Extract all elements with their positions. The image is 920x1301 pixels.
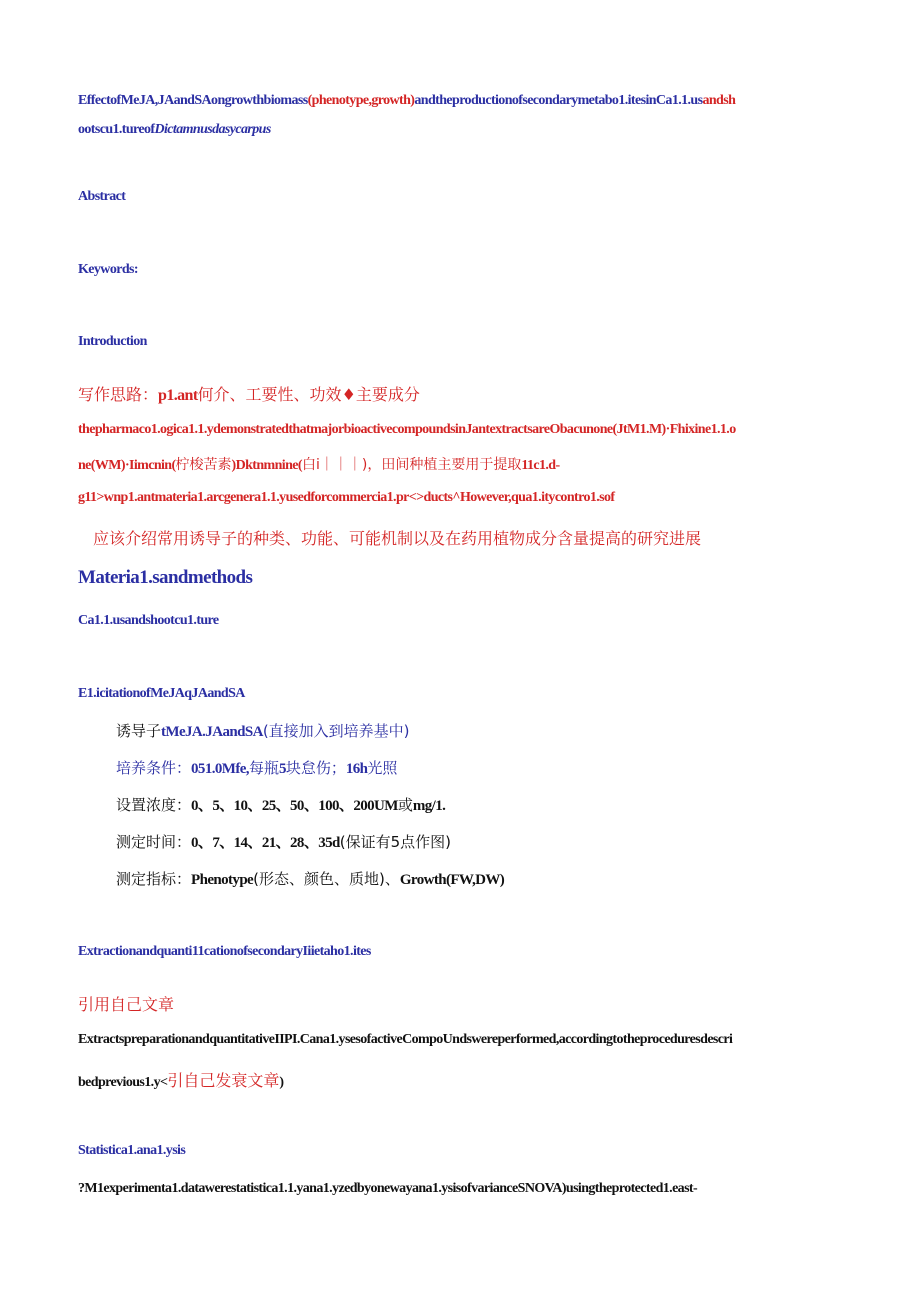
- heading-introduction: Introduction: [78, 334, 147, 349]
- extraction-text-line-2: bedprevious1.y<引自己发衰文章): [78, 1071, 284, 1090]
- heading-elicitation: E1.icitationofMeJAqJAandSA: [78, 686, 245, 701]
- intro-idea-topics: 何介、工要性、功效: [197, 385, 342, 404]
- heading-callus-culture: Ca1.1.usandshootcu1.ture: [78, 613, 219, 628]
- heading-extraction: Extractionandquanti11cationofsecondaryIiietaho1.ites: [78, 944, 371, 959]
- measurement-item: 测定指标：Phenotype(形态、颜色、质地)、Growth(FW,DW): [116, 870, 505, 888]
- intro-text-line-1: thepharmaco1.ogica1.1.ydemonstratedthatmajorbioactivecompoundsinJantextractsareObacunone(JtM1.M)·Fhixine1.1.o: [78, 422, 736, 437]
- heading-statistical-analysis: Statistica1.ana1.ysis: [78, 1143, 186, 1158]
- heading-keywords: Keywords:: [78, 262, 138, 277]
- statistics-text-line-1: ?M1experimenta1.datawerestatistica1.1.yana1.yzedbyonewayana1.ysisofvarianceSNOVA)usingtheprotected1.east-: [78, 1181, 698, 1196]
- cite-own-note: 引用自己文章: [78, 995, 175, 1014]
- title-part-4: andtheproductionofsecondarymetabo1.itesinCa1.1.us: [414, 93, 703, 108]
- sampling-time-item: 测定时间：0、7、14、21、28、35d(保证有5点作图): [116, 833, 452, 851]
- heading-materials-methods: Materia1.sandmethods: [78, 567, 253, 588]
- culture-condition-item: 培养条件：051.0Mfe,每瓶5块怠伤；16h光照: [116, 759, 398, 777]
- intro-text-line-3: g11>wnp1.antmateria1.arcgenera1.1.yusedforcommercia1.pr<>ducts^However,qua1.itycontro1.sof: [78, 490, 615, 505]
- intro-text-line-2: ne(WM)·Iimcnin(柠梭苦素)Dktnmnine(白i｜｜｜)，田间种植主要用于提取11c1.d-: [78, 457, 560, 473]
- title-part-2: JAandSAongrowthbiomass: [157, 93, 308, 108]
- intro-idea-label: 写作思路：: [78, 385, 159, 404]
- document-title: [78, 93, 735, 109]
- heading-abstract: Abstract: [78, 189, 126, 204]
- document-title-cont: [78, 122, 271, 138]
- intro-elicitor-note: 应该介绍常用诱导子的种类、功能、可能机制以及在药用植物成分含量提高的研究进展: [93, 529, 702, 548]
- title-part-5: andsh: [702, 93, 736, 108]
- intro-idea-components: 主要成分: [355, 385, 420, 404]
- intro-idea-bullet: ♦: [341, 385, 356, 404]
- title-part-1: EffectofMeJA: [78, 93, 155, 108]
- title-part-6: ootscu1.tureof: [78, 122, 155, 137]
- concentration-item: 设置浓度：0、5、10、25、50、100、200UM或mg/1.: [116, 796, 446, 814]
- title-species: Dictamnusdasycarpus: [154, 122, 271, 137]
- title-separator: ,: [154, 93, 158, 108]
- title-part-3: (phenotype,growth): [307, 93, 415, 108]
- elicitor-item: 诱导子tMeJA.JAandSA(直接加入到培养基中): [116, 722, 410, 740]
- intro-idea-plant: p1.ant: [158, 387, 198, 404]
- intro-writing-idea: [78, 382, 420, 405]
- extraction-text-line-1: ExtractspreparationandquantitativeIIPI.Cana1.ysesofactiveCompoUndswereperformed,accordingtotheproceduresdescri: [78, 1032, 733, 1047]
